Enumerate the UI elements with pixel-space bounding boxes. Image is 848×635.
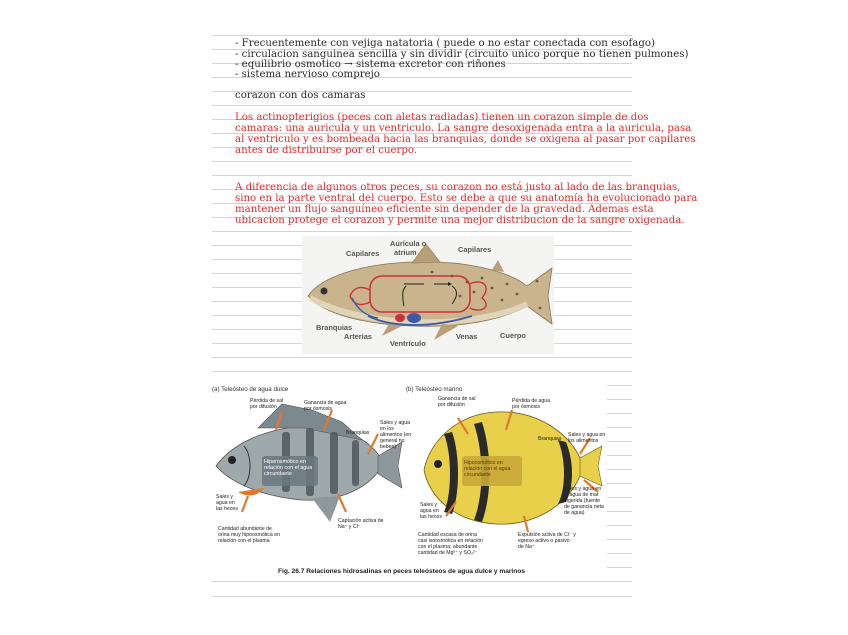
mar-sales-alimentos: Sales y agua en los alimentos: [568, 432, 606, 444]
fw-sales-heces: Sales y agua en las heces: [216, 494, 238, 512]
bullet-nervous: - sistema nervioso comprejo: [235, 69, 380, 80]
fw-orina: Cantidad abundante de orina muy hipoosmótica en relación con el plasma: [218, 526, 280, 544]
label-atrium: atrium: [394, 248, 417, 257]
label-ventriculo: Ventrículo: [390, 339, 426, 348]
bullet-circulation: - circulacion sanguinea sencilla y sin dividir (circuito unico porque no tienen pulmones): [235, 49, 689, 60]
para2-line3: mantener un flujo sanguíneo eficiente sin depender de la gravedad. Ademas esta: [235, 204, 654, 215]
label-capilares-right: Capilares: [458, 245, 492, 254]
mar-orina: Cantidad escasa de orina casi isoosmótica en relación con el plasma; abundante cantidad de Mg²⁺ y SO₄²⁻: [418, 532, 483, 556]
para1-line1: Los actinopterigios (peces con aletas radiadas) tienen un corazon simple de dos: [235, 112, 649, 123]
heart-chambers-line: corazon con dos camaras: [235, 90, 366, 101]
para2-line1: A diferencia de algunos otros peces, su corazon no está justo al lado de las branquias,: [235, 182, 681, 193]
marine-title: (b) Teleósteo marino: [406, 386, 463, 393]
bullet-swim-bladder: - Frecuentemente con vejiga natatoria ( puede o no estar conectada con esofago): [235, 38, 655, 49]
mar-perdida-agua: Pérdida de agua por ósmosis: [512, 398, 551, 410]
para1-line4: antes de distribuirse por el cuerpo.: [235, 145, 418, 156]
figure-caption: Fig. 26.7 Relaciones hidrosalinas en peces teleósteos de agua dulce y marinos: [278, 568, 525, 575]
mar-ganancia-sal: Ganancia de sal por difusión: [438, 396, 476, 408]
fw-ganancia-agua: Ganancia de agua por ósmosis: [304, 400, 347, 412]
label-capilares-left: Capilares: [346, 249, 380, 258]
mar-branquias: Branquias: [538, 436, 562, 442]
bullet-osmotic: - equilibrio osmotico → sistema excretor con riñones: [235, 59, 506, 70]
mar-sales-heces: Sales y agua en las heces: [420, 502, 442, 520]
mar-agua-mar: Sales y agua en el agua de mar ingerida (fuente de ganancia neta de agua): [564, 486, 604, 516]
para1-line3: al ventriculo y es bombeada hacia las branquias, donde se oxigena al pasar por capilares: [235, 134, 696, 145]
fw-captacion: Captación activa de Na⁺ y Cl⁻: [338, 518, 384, 530]
mar-hipoosmotico: Hipoosmótico en relación con el agua circundante: [464, 460, 511, 478]
fw-hiperosmotico: Hiperosmótico en relación con el agua circundante: [264, 459, 313, 477]
freshwater-title: (a) Teleósteo de agua dulce: [212, 386, 289, 393]
fw-branquias: Branquias: [346, 430, 370, 436]
circulation-figure: [302, 236, 554, 354]
para2-line4: ubicacion protege el corazon y permite una mejor distribucion de la sangre oxigenada.: [235, 215, 685, 226]
osmoregulation-figure: [212, 384, 607, 580]
fw-sales-alimentos: Sales y agua en los alimentos (en general no beben): [380, 420, 412, 450]
para2-line2: sino en la parte ventral del cuerpo. Esto se debe a que su anatomía ha evolucionado para: [235, 193, 698, 204]
label-branquias: Branquias: [316, 323, 353, 332]
mar-expulsion: Expulsión activa de Cl⁻ y egreso activo o pasivo de Na⁺: [518, 532, 576, 550]
teleost-illustrations: [212, 384, 607, 580]
label-cuerpo: Cuerpo: [500, 331, 526, 340]
para1-line2: camaras: una auricula y un ventriculo. La sangre desoxigenada entra a la auricula, pasa: [235, 123, 692, 134]
label-arterias: Arterias: [344, 332, 372, 341]
label-auricula: Aurícula o: [390, 239, 427, 248]
fw-perdida-sal: Pérdida de sal por difusión: [250, 398, 284, 410]
label-venas: Venas: [456, 332, 478, 341]
